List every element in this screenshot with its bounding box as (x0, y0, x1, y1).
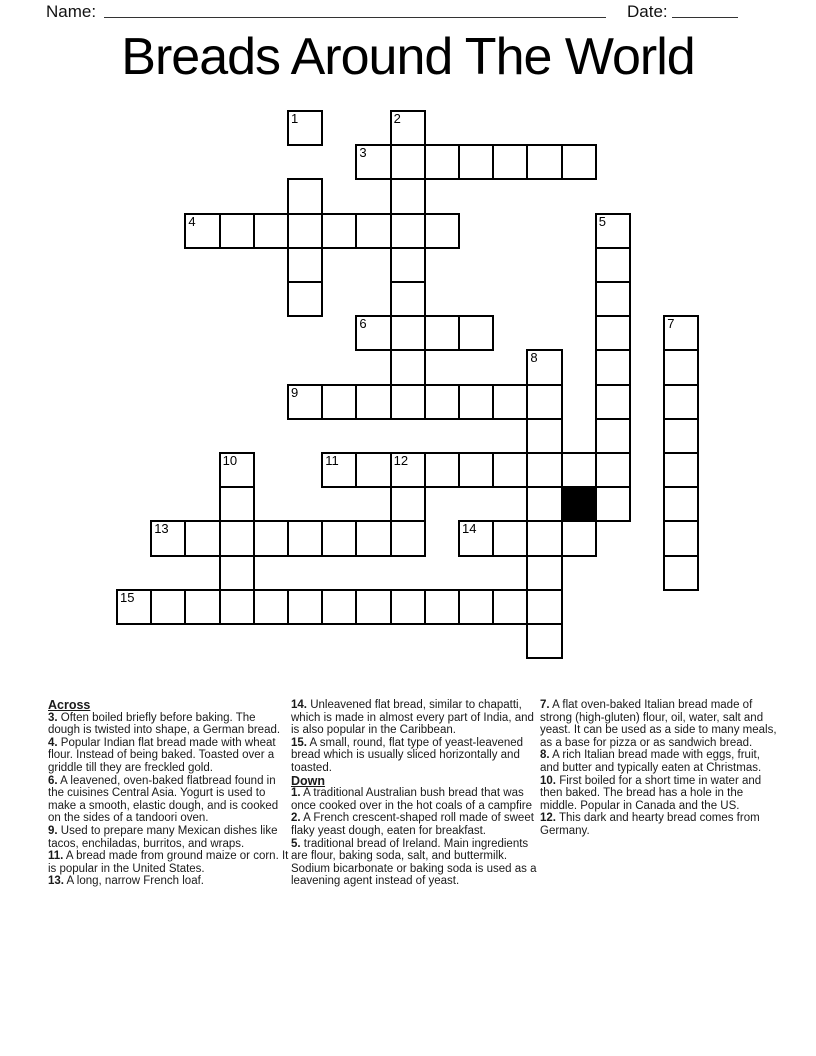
grid-cell-1-11[interactable] (492, 144, 528, 180)
grid-cell-7-16[interactable] (663, 349, 699, 385)
clue-number: 2. (291, 812, 301, 825)
clue-number: 14. (291, 699, 307, 711)
clue-number: 15. (291, 736, 307, 749)
grid-cell-14-7[interactable] (355, 589, 391, 625)
grid-cell-8-14[interactable] (595, 384, 631, 420)
grid-cell-15-12[interactable] (526, 623, 562, 659)
grid-cell-6-8[interactable] (390, 315, 426, 351)
grid-cell-12-10[interactable] (458, 520, 494, 556)
grid-cell-4-8[interactable] (390, 247, 426, 283)
grid-cell-14-2[interactable] (184, 589, 220, 625)
grid-cell-7-14[interactable] (595, 349, 631, 385)
grid-cell-5-14[interactable] (595, 281, 631, 317)
grid-cell-6-9[interactable] (424, 315, 460, 351)
clue-number: 13. (48, 875, 64, 888)
grid-cell-9-12[interactable] (526, 418, 562, 454)
clue-4: 4. Popular Indian flat bread made with wheat flour. Instead of being baked. Toasted over a griddle till they are freckled gold. (48, 736, 276, 774)
cell-number-6: 6 (359, 316, 367, 332)
clues-header-across: Across (48, 698, 91, 712)
cell-number-12: 12 (393, 453, 409, 468)
grid-cell-11-3[interactable] (219, 486, 255, 522)
page-title: Breads Around The World (121, 28, 695, 86)
grid-cell-3-3[interactable] (219, 213, 255, 249)
grid-cell-3-7[interactable] (355, 213, 391, 249)
cell-number-8: 8 (530, 350, 538, 366)
grid-cell-13-12[interactable] (526, 555, 562, 591)
clue-number: 12. (540, 812, 556, 825)
black-cell (561, 486, 597, 522)
grid-cell-1-7[interactable] (355, 144, 391, 180)
cell-number-14: 14 (462, 521, 477, 537)
grid-cell-10-12[interactable] (526, 452, 562, 488)
date-label: Date: (627, 2, 668, 21)
grid-cell-12-12[interactable] (526, 520, 562, 556)
grid-cell-11-16[interactable] (663, 486, 699, 522)
grid-cell-12-3[interactable] (219, 520, 255, 556)
clue-15: 15. A small, round, flat type of yeast-leavened bread which is usually sliced horizontally and toasted. (291, 736, 524, 774)
cell-number-13: 13 (154, 521, 169, 537)
cell-number-4: 4 (188, 213, 196, 229)
clue-11: 11. A bread made from ground maize or corn. It is popular in the United States. (48, 850, 289, 875)
grid-cell-10-11[interactable] (492, 452, 528, 488)
grid-cell-11-14[interactable] (595, 486, 631, 522)
grid-cell-8-16[interactable] (663, 384, 699, 420)
grid-cell-14-6[interactable] (321, 589, 357, 625)
clue-number: 3. (48, 711, 58, 724)
grid-cell-1-13[interactable] (561, 144, 597, 180)
cell-number-15: 15 (120, 589, 135, 605)
grid-cell-0-5[interactable] (287, 110, 323, 146)
clue-13: 13. A long, narrow French loaf. (48, 875, 204, 888)
grid-cell-4-5[interactable] (287, 247, 323, 283)
clue-number: 5. (291, 837, 301, 850)
clue-2: 2. A French crescent-shaped roll made of sweet flaky yeast dough, eaten for breakfast. (291, 812, 534, 837)
grid-cell-14-3[interactable] (219, 589, 255, 625)
grid-cell-14-11[interactable] (492, 589, 528, 625)
clue-1: 1. A traditional Australian bush bread that was once cooked over in the hot coals of a campfire (291, 787, 533, 812)
grid-cell-10-14[interactable] (595, 452, 631, 488)
clues-column-down (540, 699, 778, 838)
grid-cell-3-2[interactable] (184, 213, 220, 249)
grid-cell-8-6[interactable] (321, 384, 357, 420)
grid-cell-9-16[interactable] (663, 418, 699, 454)
clue-8: 8. A rich Italian bread made with eggs, fruit, and butter and typically eaten at Christmas. (540, 749, 762, 774)
clue-number: 1. (291, 787, 301, 800)
grid-cell-3-4[interactable] (253, 213, 289, 249)
cell-number-7: 7 (667, 316, 675, 332)
cell-number-5: 5 (598, 213, 607, 229)
grid-cell-12-7[interactable] (355, 520, 391, 556)
grid-cell-9-14[interactable] (595, 418, 631, 454)
grid-cell-14-10[interactable] (458, 589, 494, 625)
clue-number: 8. (540, 749, 550, 762)
clue-6: 6. A leavened, oven-baked flatbread found in the cuisines Central Asia. Yogurt is used to make a smooth, elastic dough, and is cooked on the sides of a tandoori oven. (48, 774, 279, 825)
clue-9: 9. Used to prepare many Mexican dishes like tacos, enchiladas, burritos, and wraps. (48, 824, 278, 850)
grid-cell-8-7[interactable] (355, 384, 391, 420)
grid-cell-2-5[interactable] (287, 178, 323, 214)
grid-cell-5-8[interactable] (390, 281, 426, 317)
grid-cell-8-10[interactable] (458, 384, 494, 420)
clue-10: 10. First boiled for a short time in water and then baked. The bread has a hole in the middle. Popular in Canada and the US. (540, 774, 762, 812)
grid-cell-12-13[interactable] (561, 520, 597, 556)
cell-number-9: 9 (291, 384, 299, 400)
grid-cell-14-4[interactable] (253, 589, 289, 625)
grid-cell-8-5[interactable] (287, 384, 323, 420)
grid-cell-14-0[interactable] (116, 589, 152, 625)
grid-cell-12-2[interactable] (184, 520, 220, 556)
grid-cell-1-12[interactable] (526, 144, 562, 180)
name-label: Name: (46, 2, 97, 21)
clue-number: 7. (540, 699, 550, 711)
grid-cell-13-16[interactable] (663, 555, 699, 591)
grid-cell-14-1[interactable] (150, 589, 186, 625)
grid-cell-12-4[interactable] (253, 520, 289, 556)
grid-cell-2-8[interactable] (390, 178, 426, 214)
clues-header-down: Down (291, 773, 326, 788)
grid-cell-14-5[interactable] (287, 589, 323, 625)
clue-5: 5. traditional bread of Ireland. Main ingredients are flour, baking soda, salt, and buttermilk. Sodium bicarbonate or baking soda is used as a leavening agent instead of yeast. (291, 837, 537, 888)
grid-cell-1-8[interactable] (390, 144, 426, 180)
grid-cell-13-3[interactable] (219, 555, 255, 591)
grid-cell-11-8[interactable] (390, 486, 426, 522)
grid-cell-1-9[interactable] (424, 144, 460, 180)
grid-cell-8-9[interactable] (424, 384, 460, 420)
grid-cell-1-10[interactable] (458, 144, 494, 180)
grid-cell-8-12[interactable] (526, 384, 562, 420)
grid-cell-12-6[interactable] (321, 520, 357, 556)
grid-cell-10-16[interactable] (663, 452, 699, 488)
grid-cell-10-3[interactable] (219, 452, 255, 488)
grid-cell-3-5[interactable] (287, 213, 323, 249)
grid-cell-7-8[interactable] (390, 349, 426, 385)
grid-cell-10-9[interactable] (424, 452, 460, 488)
clue-number: 10. (540, 774, 556, 787)
clue-number: 4. (48, 736, 58, 749)
cell-number-10: 10 (222, 453, 238, 468)
grid-cell-6-7[interactable] (355, 315, 391, 351)
grid-cell-3-14[interactable] (595, 213, 631, 249)
grid-cell-12-1[interactable] (150, 520, 186, 556)
grid-cell-12-8[interactable] (390, 520, 426, 556)
clue-14: 14. Unleavened flat bread, similar to chapatti, which is made in almost every part of India, and is also popular in the Caribbean. (291, 699, 534, 737)
grid-cell-3-8[interactable] (390, 213, 426, 249)
grid-cell-8-8[interactable] (390, 384, 426, 420)
grid-cell-14-9[interactable] (424, 589, 460, 625)
grid-cell-14-8[interactable] (390, 589, 426, 625)
grid-cell-6-16[interactable] (663, 315, 699, 351)
clues-column-middle (291, 699, 538, 888)
grid-cell-10-8[interactable] (390, 452, 426, 488)
grid-cell-8-11[interactable] (492, 384, 528, 420)
grid-cell-6-14[interactable] (595, 315, 631, 351)
grid-cell-14-12[interactable] (526, 589, 562, 625)
grid-cell-3-9[interactable] (424, 213, 460, 249)
clue-7: 7. A flat oven-baked Italian bread made of strong (high-gluten) flour, oil, water, salt and yeast. It can be used as a side to many meals, as a base for pizza or as sandwich bread. (540, 699, 777, 749)
grid-cell-7-12[interactable] (526, 349, 562, 385)
cell-number-1: 1 (291, 111, 299, 126)
grid-cell-5-5[interactable] (287, 281, 323, 317)
clue-12: 12. This dark and hearty bread comes from Germany. (540, 812, 760, 837)
clues-column-across (48, 699, 289, 888)
cell-number-3: 3 (359, 145, 367, 161)
cell-number-2: 2 (393, 111, 401, 126)
clue-number: 6. (48, 774, 58, 787)
grid-cell-10-6[interactable] (321, 452, 357, 488)
grid-cell-4-14[interactable] (595, 247, 631, 283)
grid-cell-12-11[interactable] (492, 520, 528, 556)
grid-cell-10-10[interactable] (458, 452, 494, 488)
grid-cell-10-13[interactable] (561, 452, 597, 488)
cell-number-11: 11 (325, 453, 339, 468)
grid-cell-6-10[interactable] (458, 315, 494, 351)
clue-number: 9. (48, 824, 58, 837)
grid-cell-12-5[interactable] (287, 520, 323, 556)
grid-cell-11-12[interactable] (526, 486, 562, 522)
clue-3: 3. Often boiled briefly before baking. The dough is twisted into shape, a German bread. (48, 711, 281, 737)
grid-cell-3-6[interactable] (321, 213, 357, 249)
clue-number: 11. (48, 850, 64, 863)
grid-cell-0-8[interactable] (390, 110, 426, 146)
grid-cell-10-7[interactable] (355, 452, 391, 488)
grid-cell-12-16[interactable] (663, 520, 699, 556)
